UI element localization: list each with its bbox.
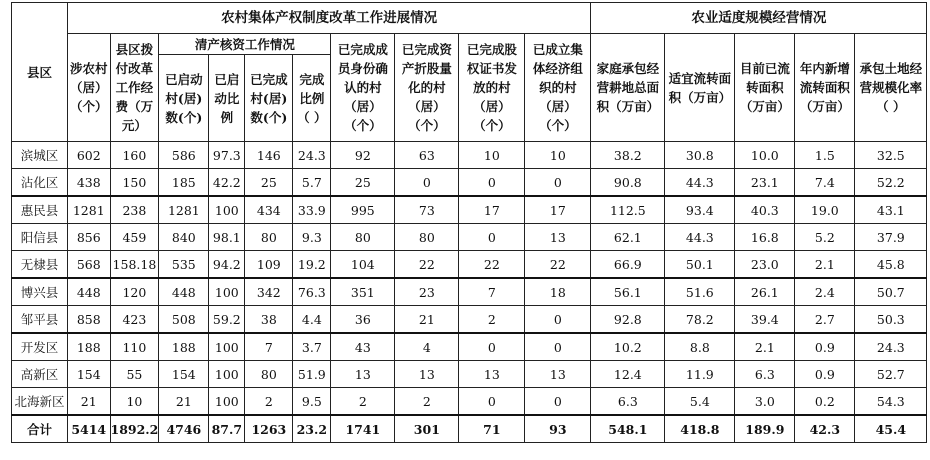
- table-cell: 535: [159, 251, 209, 279]
- table-cell: 40.3: [735, 196, 795, 224]
- table-cell: 7.4: [795, 169, 855, 197]
- table-cell: 11.9: [665, 361, 735, 388]
- table-cell: 568: [68, 251, 111, 279]
- table-row: [12, 333, 927, 361]
- table-cell: 21: [395, 306, 459, 334]
- table-cell: 100: [209, 196, 245, 224]
- table-cell: 10: [110, 388, 159, 416]
- table-cell: 188: [159, 333, 209, 361]
- table-cell: 5.4: [665, 388, 735, 416]
- col-header: 涉农村（居）（个）: [68, 34, 111, 142]
- table-cell: 39.4: [735, 306, 795, 334]
- table-cell: 92.8: [591, 306, 665, 334]
- table-cell: 80: [331, 224, 395, 251]
- table-cell: 1741: [331, 415, 395, 443]
- table-cell: 418.8: [665, 415, 735, 443]
- table-row: [12, 251, 927, 279]
- table-cell: 22: [395, 251, 459, 279]
- table-cell: 840: [159, 224, 209, 251]
- table-cell: 80: [245, 361, 293, 388]
- col-header: 完成比例（ ）: [293, 55, 331, 142]
- table-cell: 38: [245, 306, 293, 334]
- table-cell: 238: [110, 196, 159, 224]
- table-cell: 66.9: [591, 251, 665, 279]
- district-name: 高新区: [12, 361, 68, 388]
- table-cell: 100: [209, 278, 245, 306]
- table-cell: 21: [159, 388, 209, 416]
- table-cell: 12.4: [591, 361, 665, 388]
- table-cell: 43: [331, 333, 395, 361]
- table-cell: 2: [459, 306, 525, 334]
- table-cell: 80: [245, 224, 293, 251]
- col-header: 已启动村(居)数(个): [159, 55, 209, 142]
- table-cell: 120: [110, 278, 159, 306]
- table-cell: 23: [395, 278, 459, 306]
- table-cell: 5.2: [795, 224, 855, 251]
- table-cell: 76.3: [293, 278, 331, 306]
- stats-table-container: [11, 2, 927, 443]
- table-cell: 24.3: [855, 333, 927, 361]
- table-cell: 548.1: [591, 415, 665, 443]
- col-header: 县区拨付改革工作经费（万元）: [110, 34, 159, 142]
- col-header: 已成立集体经济组织的村（居）（个）: [525, 34, 591, 142]
- table-cell: 23.0: [735, 251, 795, 279]
- table-cell: 0: [525, 169, 591, 197]
- table-cell: 25: [245, 169, 293, 197]
- col-header: 承包土地经营规模化率（ ）: [855, 34, 927, 142]
- table-cell: 32.5: [855, 142, 927, 169]
- table-cell: 448: [68, 278, 111, 306]
- table-cell: 0: [459, 169, 525, 197]
- total-row: [12, 415, 927, 443]
- table-cell: 80: [395, 224, 459, 251]
- table-cell: 44.3: [665, 169, 735, 197]
- table-cell: 4: [395, 333, 459, 361]
- col-header: 已完成股权证书发放的村（居）（个）: [459, 34, 525, 142]
- table-cell: 995: [331, 196, 395, 224]
- table-cell: 7: [459, 278, 525, 306]
- table-cell: 2.1: [795, 251, 855, 279]
- table-cell: 9.3: [293, 224, 331, 251]
- table-cell: 93.4: [665, 196, 735, 224]
- table-cell: 2: [395, 388, 459, 416]
- table-cell: 43.1: [855, 196, 927, 224]
- table-body: [12, 142, 927, 443]
- table-cell: 51.9: [293, 361, 331, 388]
- table-cell: 1892.2: [110, 415, 159, 443]
- table-cell: 0: [459, 388, 525, 416]
- district-name: 博兴县: [12, 278, 68, 306]
- table-cell: 301: [395, 415, 459, 443]
- col-header: 家庭承包经营耕地总面积（万亩）: [591, 34, 665, 142]
- table-cell: 160: [110, 142, 159, 169]
- table-cell: 90.8: [591, 169, 665, 197]
- table-cell: 0: [525, 306, 591, 334]
- table-cell: 2.4: [795, 278, 855, 306]
- table-cell: 36: [331, 306, 395, 334]
- table-cell: 158.18: [110, 251, 159, 279]
- table-cell: 33.9: [293, 196, 331, 224]
- table-cell: 0.9: [795, 333, 855, 361]
- district-name: 邹平县: [12, 306, 68, 334]
- table-cell: 9.5: [293, 388, 331, 416]
- table-row: [12, 306, 927, 334]
- table-cell: 146: [245, 142, 293, 169]
- table-cell: 17: [525, 196, 591, 224]
- table-cell: 18: [525, 278, 591, 306]
- table-cell: 858: [68, 306, 111, 334]
- table-cell: 50.7: [855, 278, 927, 306]
- table-cell: 2: [331, 388, 395, 416]
- table-row: [12, 196, 927, 224]
- table-cell: 54.3: [855, 388, 927, 416]
- table-cell: 112.5: [591, 196, 665, 224]
- subgroup-audit-header: 清产核资工作情况: [159, 34, 331, 55]
- table-cell: 0.9: [795, 361, 855, 388]
- table-cell: 423: [110, 306, 159, 334]
- col-header: 已完成村(居)数(个): [245, 55, 293, 142]
- table-cell: 1281: [159, 196, 209, 224]
- table-cell: 508: [159, 306, 209, 334]
- table-cell: 2: [245, 388, 293, 416]
- table-cell: 2.7: [795, 306, 855, 334]
- table-cell: 97.3: [209, 142, 245, 169]
- table-cell: 351: [331, 278, 395, 306]
- table-cell: 109: [245, 251, 293, 279]
- table-cell: 434: [245, 196, 293, 224]
- table-cell: 100: [209, 388, 245, 416]
- table-cell: 98.1: [209, 224, 245, 251]
- table-cell: 30.8: [665, 142, 735, 169]
- district-header: 县区: [12, 3, 68, 142]
- table-cell: 0: [459, 333, 525, 361]
- table-cell: 59.2: [209, 306, 245, 334]
- table-cell: 8.8: [665, 333, 735, 361]
- col-header: 年内新增流转面积（万亩）: [795, 34, 855, 142]
- table-cell: 51.6: [665, 278, 735, 306]
- table-cell: 45.4: [855, 415, 927, 443]
- table-cell: 0.2: [795, 388, 855, 416]
- table-cell: 5.7: [293, 169, 331, 197]
- table-cell: 19.2: [293, 251, 331, 279]
- table-cell: 24.3: [293, 142, 331, 169]
- table-cell: 100: [209, 361, 245, 388]
- table-cell: 10: [459, 142, 525, 169]
- table-cell: 3.0: [735, 388, 795, 416]
- district-name: 惠民县: [12, 196, 68, 224]
- table-cell: 42.2: [209, 169, 245, 197]
- table-cell: 37.9: [855, 224, 927, 251]
- table-cell: 0: [395, 169, 459, 197]
- table-cell: 5414: [68, 415, 111, 443]
- table-cell: 52.7: [855, 361, 927, 388]
- table-cell: 438: [68, 169, 111, 197]
- table-row: [12, 278, 927, 306]
- table-cell: 38.2: [591, 142, 665, 169]
- district-name: 无棣县: [12, 251, 68, 279]
- table-cell: 154: [68, 361, 111, 388]
- table-cell: 13: [459, 361, 525, 388]
- table-cell: 0: [525, 388, 591, 416]
- table-cell: 10.2: [591, 333, 665, 361]
- table-cell: 10.0: [735, 142, 795, 169]
- table-row: [12, 361, 927, 388]
- table-cell: 104: [331, 251, 395, 279]
- table-cell: 71: [459, 415, 525, 443]
- table-cell: 7: [245, 333, 293, 361]
- table-cell: 1.5: [795, 142, 855, 169]
- col-header: 已完成资产折股量化的村（居）（个）: [395, 34, 459, 142]
- table-cell: 19.0: [795, 196, 855, 224]
- col-header: 已完成成员身份确认的村（居）（个）: [331, 34, 395, 142]
- district-name: 沾化区: [12, 169, 68, 197]
- table-cell: 110: [110, 333, 159, 361]
- table-cell: 21: [68, 388, 111, 416]
- col-header: 已启动比例: [209, 55, 245, 142]
- table-cell: 26.1: [735, 278, 795, 306]
- table-cell: 45.8: [855, 251, 927, 279]
- table-row: [12, 224, 927, 251]
- table-cell: 87.7: [209, 415, 245, 443]
- table-cell: 55: [110, 361, 159, 388]
- table-cell: 23.1: [735, 169, 795, 197]
- table-cell: 185: [159, 169, 209, 197]
- table-row: [12, 169, 927, 197]
- table-cell: 602: [68, 142, 111, 169]
- table-cell: 94.2: [209, 251, 245, 279]
- table-cell: 10: [525, 142, 591, 169]
- table-cell: 13: [525, 361, 591, 388]
- table-cell: 459: [110, 224, 159, 251]
- district-name: 北海新区: [12, 388, 68, 416]
- table-cell: 56.1: [591, 278, 665, 306]
- table-cell: 188: [68, 333, 111, 361]
- table-cell: 3.7: [293, 333, 331, 361]
- table-cell: 25: [331, 169, 395, 197]
- table-cell: 2.1: [735, 333, 795, 361]
- rural-reform-table: [11, 2, 927, 443]
- table-cell: 13: [331, 361, 395, 388]
- table-cell: 22: [525, 251, 591, 279]
- table-cell: 16.8: [735, 224, 795, 251]
- col-header: 适宜流转面积（万亩）: [665, 34, 735, 142]
- table-cell: 448: [159, 278, 209, 306]
- table-cell: 0: [459, 224, 525, 251]
- table-cell: 342: [245, 278, 293, 306]
- table-cell: 100: [209, 333, 245, 361]
- district-name: 滨城区: [12, 142, 68, 169]
- table-cell: 50.1: [665, 251, 735, 279]
- col-header: 目前已流转面积（万亩）: [735, 34, 795, 142]
- table-cell: 154: [159, 361, 209, 388]
- table-cell: 4.4: [293, 306, 331, 334]
- group-scale-header: 农业适度规模经营情况: [591, 3, 927, 34]
- table-cell: 189.9: [735, 415, 795, 443]
- table-cell: 62.1: [591, 224, 665, 251]
- district-name: 阳信县: [12, 224, 68, 251]
- table-cell: 63: [395, 142, 459, 169]
- table-cell: 4746: [159, 415, 209, 443]
- table-cell: 586: [159, 142, 209, 169]
- table-cell: 6.3: [591, 388, 665, 416]
- table-cell: 52.2: [855, 169, 927, 197]
- table-cell: 1263: [245, 415, 293, 443]
- table-cell: 92: [331, 142, 395, 169]
- table-cell: 73: [395, 196, 459, 224]
- table-cell: 13: [525, 224, 591, 251]
- group-reform-header: 农村集体产权制度改革工作进展情况: [68, 3, 591, 34]
- table-cell: 44.3: [665, 224, 735, 251]
- table-cell: 93: [525, 415, 591, 443]
- table-cell: 1281: [68, 196, 111, 224]
- table-row: [12, 142, 927, 169]
- table-cell: 78.2: [665, 306, 735, 334]
- table-cell: 13: [395, 361, 459, 388]
- table-cell: 17: [459, 196, 525, 224]
- table-cell: 150: [110, 169, 159, 197]
- table-cell: 856: [68, 224, 111, 251]
- table-cell: 42.3: [795, 415, 855, 443]
- total-label: 合计: [12, 415, 68, 443]
- table-cell: 22: [459, 251, 525, 279]
- table-cell: 6.3: [735, 361, 795, 388]
- table-cell: 0: [525, 333, 591, 361]
- table-cell: 23.2: [293, 415, 331, 443]
- district-name: 开发区: [12, 333, 68, 361]
- table-row: [12, 388, 927, 416]
- table-cell: 50.3: [855, 306, 927, 334]
